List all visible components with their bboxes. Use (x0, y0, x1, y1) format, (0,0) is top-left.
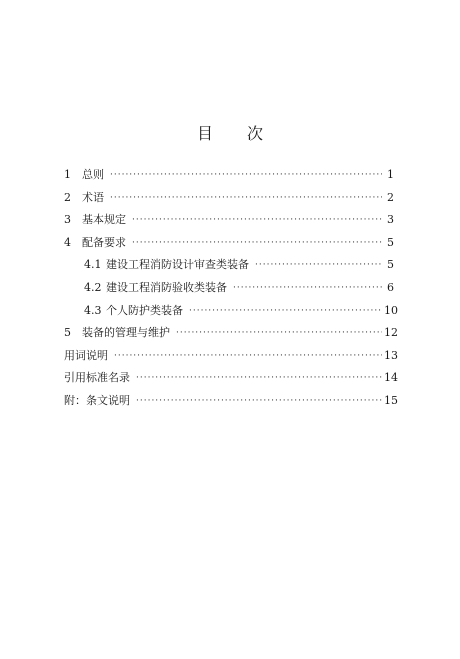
toc-entry-title: 配备要求 (82, 235, 126, 249)
toc-entry-number: 4.1 (84, 258, 102, 272)
toc-entry-title: 引用标准名录 (64, 371, 130, 385)
toc-entry-4-3[interactable] (64, 300, 398, 323)
toc-entry-2[interactable] (64, 187, 394, 210)
toc-entry-page: 3 (387, 213, 394, 227)
page-title-first-char: 目 (196, 124, 213, 143)
toc-entry-page: 2 (387, 190, 394, 204)
toc-entry-title: 用词说明 (64, 348, 108, 362)
toc-leader-dots (176, 322, 382, 344)
toc-entry-5[interactable] (64, 322, 398, 345)
toc-entry-page: 5 (387, 235, 394, 249)
toc-entry-page: 6 (387, 280, 394, 294)
toc-entry-number: 4.2 (84, 280, 102, 294)
toc-entry-page: 5 (387, 258, 394, 272)
toc-entry-title: 建设工程消防设计审查类装备 (106, 258, 249, 272)
toc-entry-wording-notes[interactable] (64, 345, 398, 368)
toc-leader-dots (110, 164, 382, 186)
toc-entry-number: 1 (64, 168, 71, 181)
toc-entry-title: 装备的管理与维护 (82, 326, 170, 340)
toc-entry-page: 10 (384, 303, 398, 317)
toc-entry-page: 14 (384, 371, 398, 385)
toc-leader-dots (233, 277, 382, 299)
toc-entry-page: 13 (384, 348, 398, 362)
toc-leader-dots (132, 209, 382, 231)
toc-entry-cited-standards[interactable] (64, 367, 398, 390)
toc-leader-dots (189, 300, 382, 322)
toc-entry-page: 1 (387, 168, 394, 181)
toc-entry-title: 术语 (82, 190, 104, 204)
toc-entry-title: 个人防护类装备 (106, 303, 183, 317)
toc-entry-page: 12 (384, 326, 398, 340)
toc-entry-number: 4 (64, 235, 71, 249)
toc-entry-1[interactable] (64, 164, 394, 187)
toc-leader-dots (114, 345, 382, 367)
toc-entry-title: 总则 (82, 168, 104, 181)
toc-leader-dots (132, 232, 382, 254)
toc-leader-dots (110, 187, 382, 209)
toc-entry-title: 基本规定 (82, 213, 126, 227)
toc-leader-dots (136, 390, 382, 412)
toc-entry-number: 3 (64, 213, 71, 227)
toc-entry-3[interactable] (64, 209, 394, 232)
page-title (0, 124, 460, 144)
toc-entry-4-2[interactable] (64, 277, 394, 300)
toc-entry-page: 15 (384, 393, 398, 407)
toc-entry-title: 建设工程消防验收类装备 (106, 280, 227, 294)
toc-entry-title: 附：条文说明 (64, 393, 130, 407)
toc-entry-4-1[interactable] (64, 254, 394, 277)
table-of-contents (64, 164, 398, 413)
toc-entry-number: 5 (64, 326, 71, 340)
toc-entry-number: 2 (64, 190, 71, 204)
toc-entry-number: 4.3 (84, 303, 102, 317)
toc-leader-dots (136, 367, 382, 389)
toc-leader-dots (255, 254, 382, 276)
toc-entry-explanation-appendix[interactable] (64, 390, 398, 413)
toc-entry-4[interactable] (64, 232, 394, 255)
page-title-second-char: 次 (247, 124, 264, 143)
